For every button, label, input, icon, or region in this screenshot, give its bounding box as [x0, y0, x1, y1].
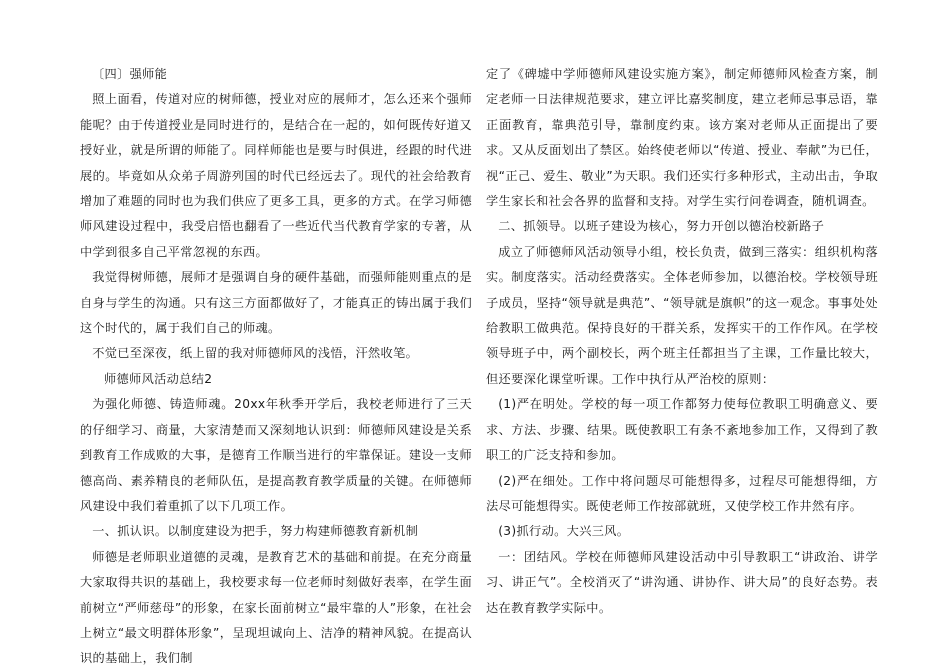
- paragraph: 师德是老师职业道德的灵魂，是教育艺术的基础和前提。在充分商量 大家取得共识的基础上，我校要求每一位老师时刻做好表率，在学生面前树立“严师慈母”的形象，在家长面前树立“最牢靠的人”形象，在社会上树立“最文明群体形象”，呈现坦诚向上、洁净的精神风貌。在提高认识的基础上，我们制: [80, 549, 472, 666]
- right-column: [486, 62, 878, 621]
- list-item: (3)抓行动。大兴三风。: [498, 524, 630, 539]
- paragraph: 一：团结风。学校在师德师风建设活动中引导教职工“讲政治、讲学习、讲正气”。全校消灭了“讲沟通、讲协作、讲大局”的良好态势。表达在教育教学实际中。: [486, 549, 878, 615]
- paragraph: 不觉已至深夜，纸上留的我对师德师风的浅悟，汗然收笔。: [92, 346, 419, 361]
- paragraph: 成立了师德师风活动领导小组，校长负责，做到三落实：组织机构落实。制度落实。活动经费落实。全体老师参加，以德治校。学校领导班子成员，坚持“领导就是典范”、“领导就是旗帜”的这一观念。事事处处给教职工做典范。保持良好的干群关系，发挥实干的工作作风。在学校领导班子中，两个副校长，两个班主任都担当了主课，工作量比较大，但还要深化课堂听课。工作中执行从严治校的原则：: [486, 244, 878, 386]
- paragraph: 照上面看，传道对应的树师德，授业对应的展师才，怎么还来个强师能呢？由于传道授业是同时进行的，是结合在一起的，如何既传好道又授好业，就是所谓的师能了。同样师能也是要与时俱进，经跟的时代进展的。毕竟如从众弟子周游列国的时代已经远去了。现代的社会给教育增加了难题的同时也为我们供应了更多工具，更多的方式。在学习师德师风建设过程中，我受启悟也翻看了一些近代当代教育学家的专著，从中学到很多自己平常忽视的东西。: [80, 92, 472, 259]
- section-heading: 〔四〕强师能: [92, 67, 168, 81]
- paragraph: 定了《碑墟中学师德师风建设实施方案》，制定师德师风检查方案，制定老师一日法律规范要求，建立评比嘉奖制度，建立老师忌事忌语，靠正面教育，靠典范引导，靠制度约束。该方案对老师从正面提出了要求。又从反面划出了禁区。始终使老师以“传道、授业、奉献”为已任，视“正己、爱生、敬业”为天职。我们还实行多种形式，主动出击，争取学生家长和社会各界的监督和支持。对学生实行问卷调查，随机调查。: [486, 67, 878, 209]
- paragraph: 为强化师德、铸造师魂。20xx年秋季开学后，我校老师进行了三天的仔细学习、商量，大家清楚而又深刻地认识到：师德师风建设是关系到教育工作成败的大事，是德育工作顺当进行的牢靠保证。建设一支师德高尚、素养精良的老师队伍，是提高教育教学质量的关键。在师德师风建设中我们着重抓了以下几项工作。: [80, 397, 472, 513]
- left-column: [80, 62, 472, 672]
- article-title: 师德师风活动总结2: [104, 371, 213, 386]
- section-heading: 二、抓领导。以班子建设为核心，努力开创以德治校新路子: [498, 219, 825, 234]
- paragraph: 我觉得树师德，展师才是强调自身的硬件基础，而强师能则重点的是自身与学生的沟通。只有这三方面都做好了，才能真正的铸出属于我们这个时代的，属于我们自己的师魂。: [80, 270, 472, 336]
- list-item: (1)严在明处。学校的每一项工作都努力使每位教职工明确意义、要求、方法、步骤、结果。既使教职工有条不紊地参加工作，又得到了教职工的广泛支持和参加。: [486, 397, 878, 463]
- section-heading: 一、抓认识。以制度建设为把手，努力构建师德教育新机制: [92, 524, 419, 539]
- list-item: (2)严在细处。工作中将问题尽可能想得多，过程尽可能想得细，方法尽可能想得实。既使老师工作按部就班，又使学校工作井然有序。: [486, 473, 878, 513]
